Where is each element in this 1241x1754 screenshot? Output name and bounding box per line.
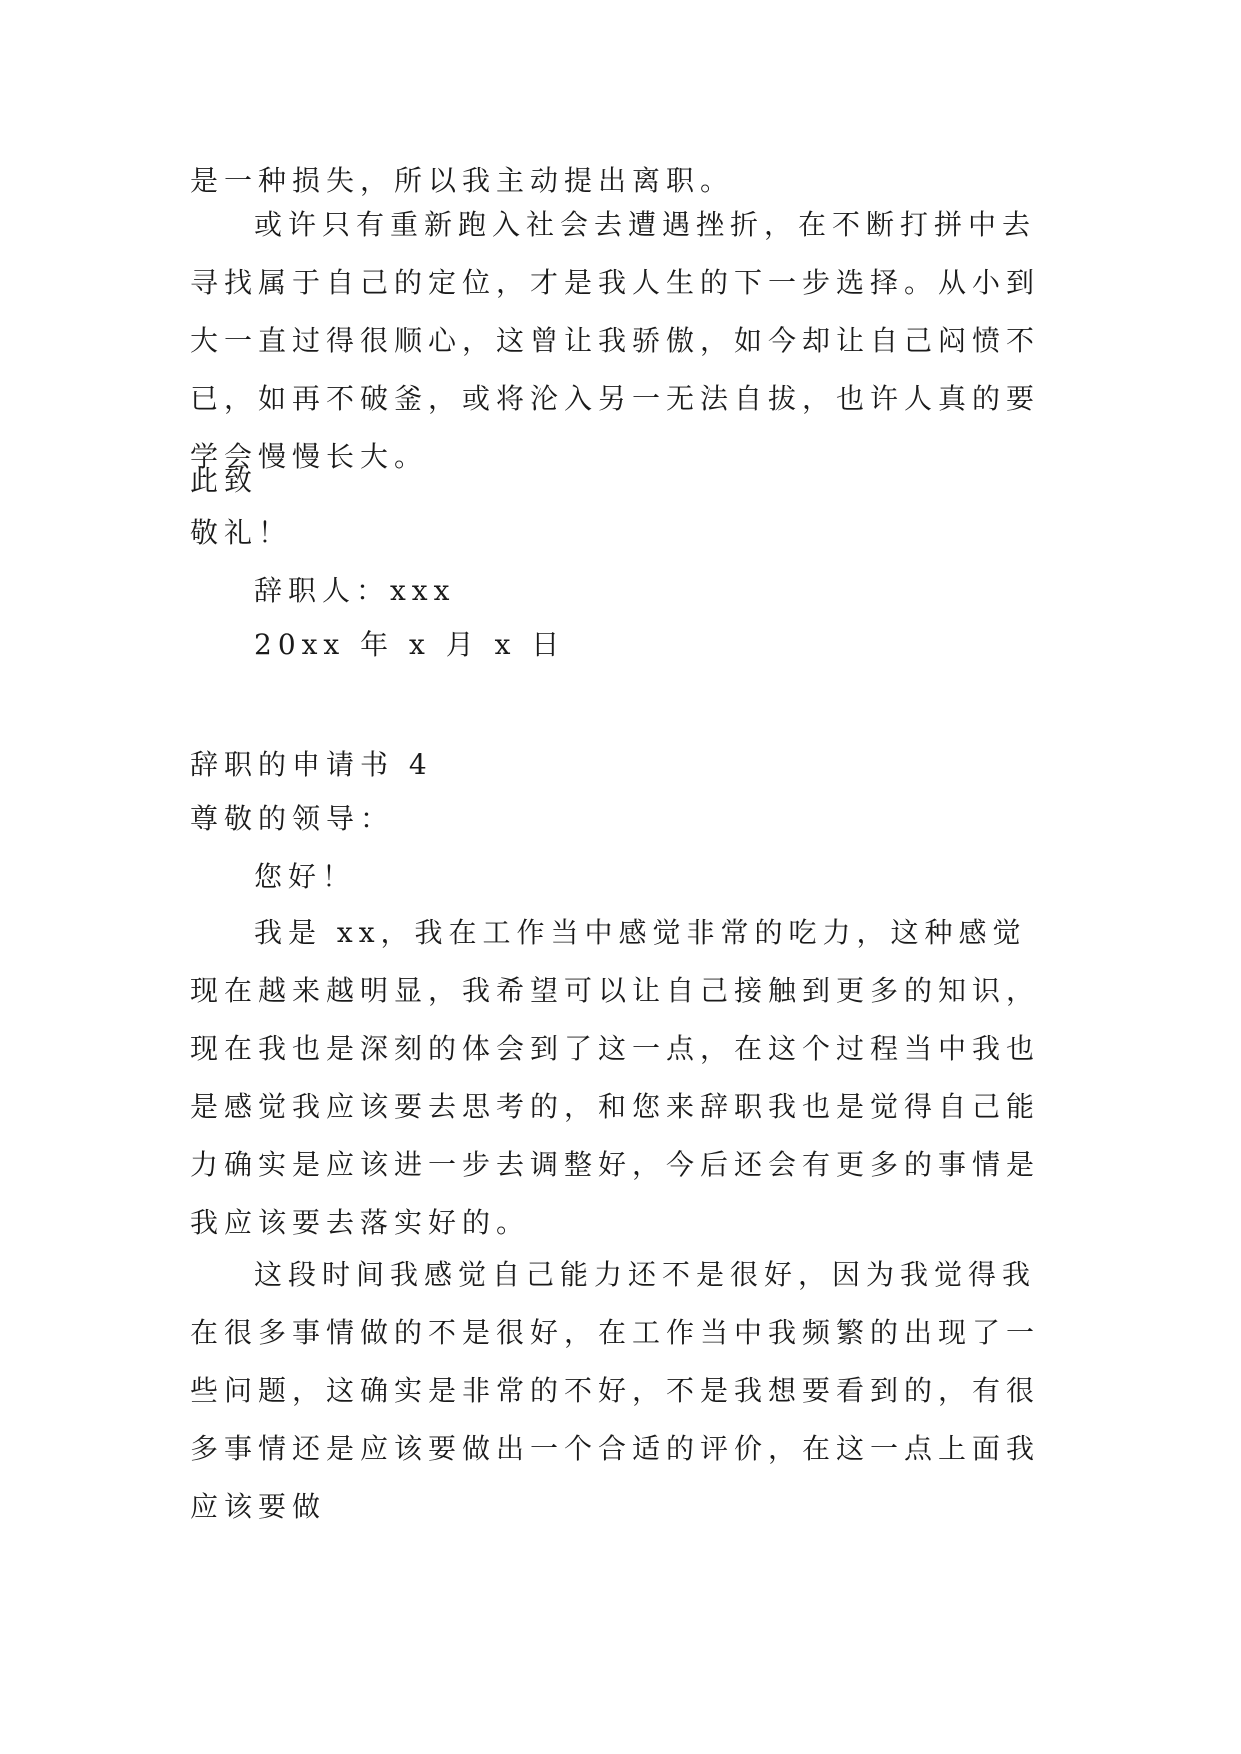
section-title: 辞职的申请书 4	[190, 748, 433, 781]
paragraph-body: 或许只有重新跑入社会去遭遇挫折，在不断打拼中去寻找属于自己的定位，才是我人生的下一步选择。从小到大一直过得很顺心，这曾让我骄傲，如今却让自己闷愤不已，如再不破釜，或将沦入另一无法自拔，也许人真的要学会慢慢长大。	[190, 208, 1041, 473]
paragraph-continuation: 是一种损失，所以我主动提出离职。	[190, 164, 735, 197]
salutation: 尊敬的领导：	[190, 802, 395, 835]
paragraph-body: 这段时间我感觉自己能力还不是很好，因为我觉得我在很多事情做的不是很好，在工作当中我频繁的出现了一些问题，这确实是非常的不好，不是我想要看到的，有很多事情还是应该要做出一个合适的评价，在这一点上面我应该要做	[190, 1258, 1041, 1523]
paragraph-body: 我是 xx，我在工作当中感觉非常的吃力，这种感觉现在越来越明显，我希望可以让自己接触到更多的知识，现在我也是深刻的体会到了这一点，在这个过程当中我也是感觉我应该要去思考的，和您来辞职我也是觉得自己能力确实是应该进一步去调整好，今后还会有更多的事情是我应该要去落实好的。	[190, 916, 1041, 1239]
date-line: 20xx 年 x 月 x 日	[254, 628, 566, 661]
closing-salute: 敬礼！	[190, 516, 293, 549]
signer-line: 辞职人：xxx	[254, 574, 456, 607]
greeting: 您好！	[254, 860, 357, 893]
closing-line: 此致	[190, 464, 259, 497]
